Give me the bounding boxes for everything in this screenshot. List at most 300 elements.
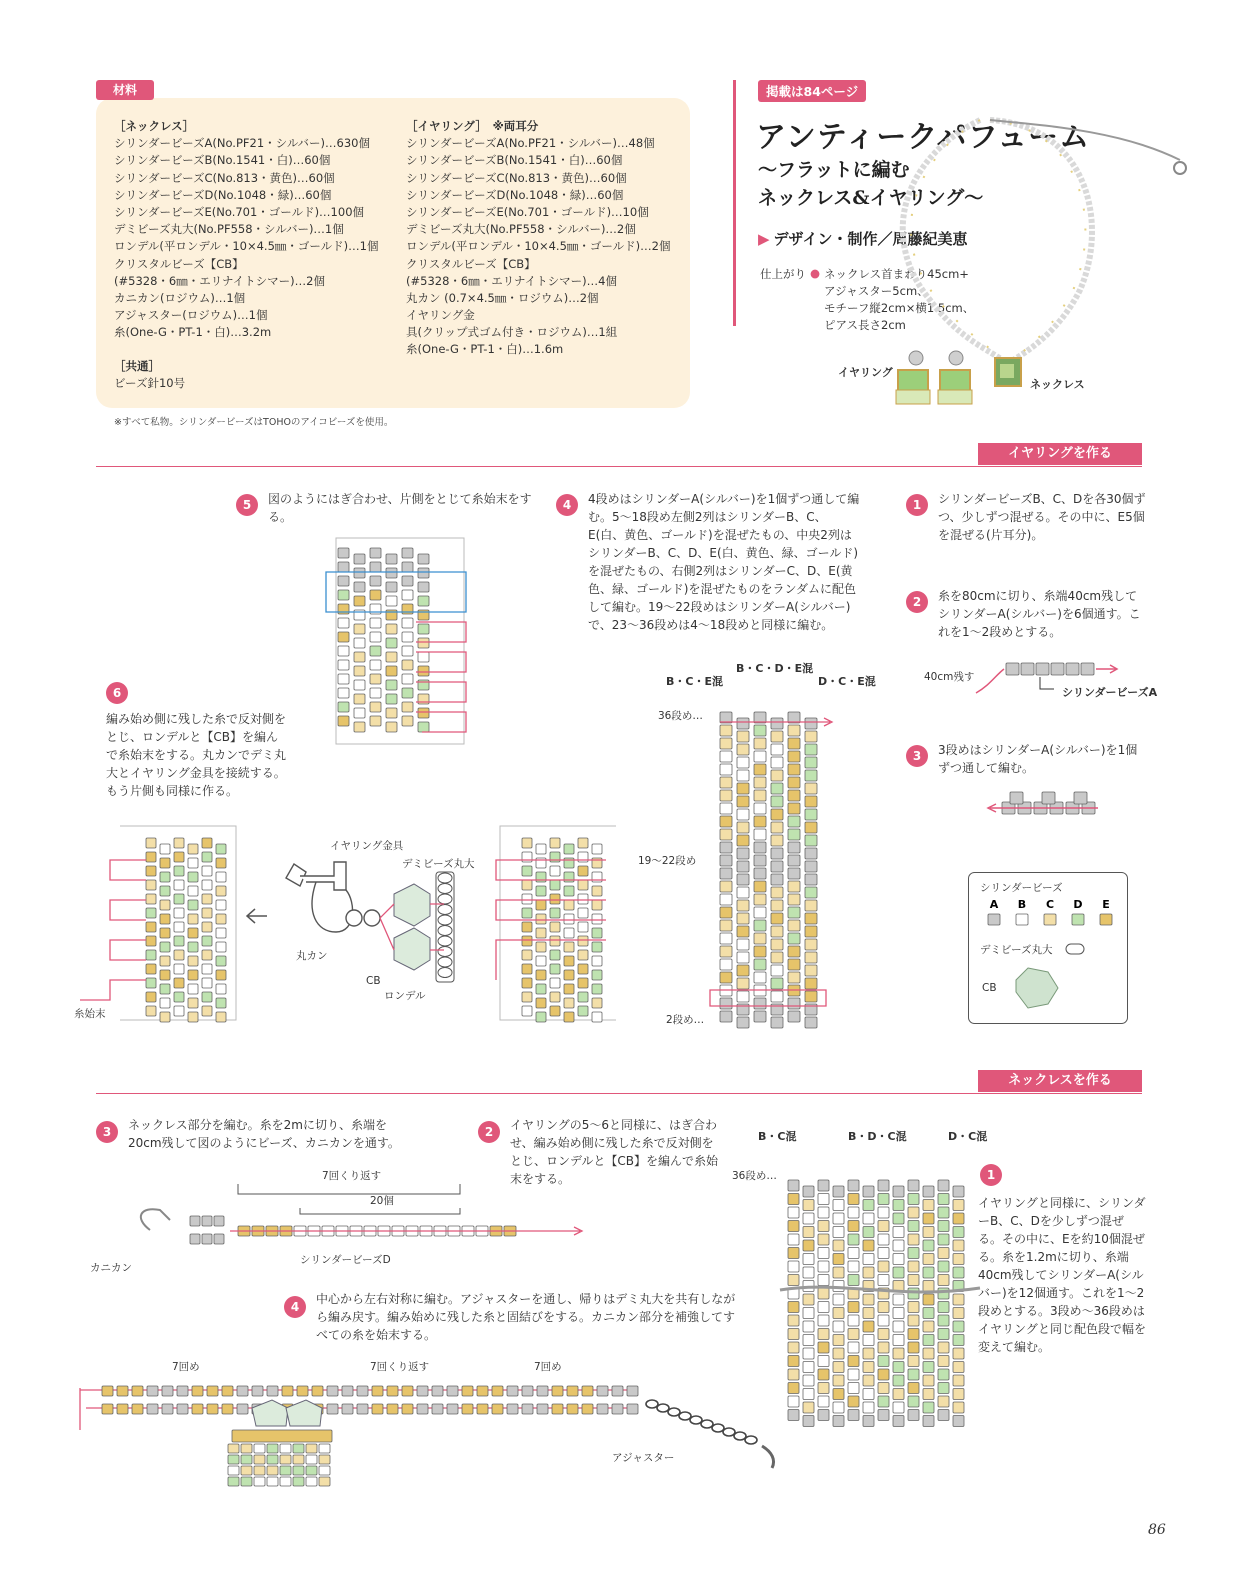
grid-bead: [202, 852, 212, 862]
grid-bead: [953, 1348, 964, 1359]
grid-bead: [833, 1254, 844, 1265]
grid-bead: [863, 1294, 874, 1305]
bead-a: [214, 1234, 224, 1244]
necklace-step-2-text: イヤリングの5〜6と同様に、はぎ合わせ、編み始め側に残した糸で反対側をとじ、ロンデルと【CB】を編んで糸始末をする。: [510, 1118, 719, 1186]
label-40cm-remain: 40cm残す: [924, 671, 975, 683]
grid-bead: [386, 722, 397, 732]
grid-bead: [160, 956, 170, 966]
grid-bead: [370, 646, 381, 656]
bead: [477, 1404, 488, 1414]
grid-bead: [160, 872, 170, 882]
legend-letter: A: [989, 898, 999, 911]
grid-bead: [146, 866, 156, 876]
label-earring-fitting: イヤリング金具: [330, 840, 404, 852]
grid-bead: [893, 1254, 904, 1265]
grid-bead: [370, 716, 381, 726]
grid-bead: [833, 1375, 844, 1386]
bead: [387, 1404, 398, 1414]
common-material-line: ［共通］: [114, 359, 160, 373]
bead: [582, 1386, 593, 1396]
grid-bead: [771, 952, 783, 963]
grid-bead: [805, 835, 817, 846]
earring-section-rule: [96, 466, 1142, 467]
grid-bead: [938, 1275, 949, 1286]
bead: [102, 1404, 113, 1414]
grid-bead: [386, 568, 397, 578]
pendant-bead: [228, 1455, 239, 1464]
grid-bead: [737, 835, 749, 846]
grid-bead: [188, 998, 198, 1008]
materials-note: ※すべて私物。シリンダービーズはTOHOのアイコビーズを使用。: [114, 417, 394, 428]
grid-bead: [953, 1375, 964, 1386]
grid-bead: [754, 816, 766, 827]
grid-bead: [188, 886, 198, 896]
grid-bead: [893, 1402, 904, 1413]
grid-bead: [402, 716, 413, 726]
grid-bead: [788, 1275, 799, 1286]
bead: [522, 1386, 533, 1396]
grid-bead: [160, 942, 170, 952]
grid-bead: [354, 666, 365, 676]
earring-step-3-number: 3: [906, 745, 928, 767]
grid-bead: [953, 1294, 964, 1305]
grid-bead: [564, 956, 574, 966]
grid-bead: [188, 900, 198, 910]
grid-bead: [592, 942, 602, 952]
grid-bead: [202, 992, 212, 1002]
bead: [417, 1404, 428, 1414]
grid-bead: [386, 582, 397, 592]
grid-bead: [818, 1315, 829, 1326]
bead: [162, 1404, 173, 1414]
grid-bead: [536, 914, 546, 924]
necklace-step-2-number: 2: [478, 1121, 500, 1143]
grid-bead: [848, 1396, 859, 1407]
grid-bead: [908, 1248, 919, 1259]
grid-bead: [893, 1294, 904, 1305]
grid-bead: [522, 992, 532, 1002]
grid-bead: [402, 590, 413, 600]
grid-bead: [174, 950, 184, 960]
grid-bead: [908, 1194, 919, 1205]
grid-bead: [788, 725, 800, 736]
bead: [327, 1404, 338, 1414]
earring-section-tag: イヤリングを作る: [978, 443, 1142, 465]
label-repeat-7: 7回くり返す: [322, 1170, 382, 1182]
grid-bead: [818, 1356, 829, 1367]
grid-bead: [402, 674, 413, 684]
grid-bead: [953, 1227, 964, 1238]
grid-bead: [771, 796, 783, 807]
grid-bead: [174, 838, 184, 848]
grid-bead: [788, 1011, 800, 1022]
grid-bead: [720, 946, 732, 957]
bead: [237, 1404, 248, 1414]
grid-bead: [878, 1248, 889, 1259]
legend-swatch: [1016, 914, 1028, 925]
grid-bead: [354, 554, 365, 564]
grid-bead: [202, 950, 212, 960]
grid-bead: [908, 1288, 919, 1299]
pendant-bead: [241, 1455, 252, 1464]
grid-bead: [805, 783, 817, 794]
grid-bead: [771, 770, 783, 781]
grid-bead: [803, 1321, 814, 1332]
grid-bead: [720, 725, 732, 736]
grid-bead: [771, 874, 783, 885]
grid-bead: [754, 998, 766, 1009]
grid-bead: [848, 1221, 859, 1232]
grid-bead: [893, 1375, 904, 1386]
grid-bead: [771, 926, 783, 937]
earring-material-line: クリスタルビーズ【CB】: [406, 256, 536, 271]
step6-left-diagram: [110, 820, 250, 1030]
grid-bead: [923, 1227, 934, 1238]
pendant-bead: [319, 1466, 330, 1475]
legend-swatch: [988, 914, 1000, 925]
grid-bead: [188, 858, 198, 868]
grid-bead: [754, 725, 766, 736]
grid-bead: [863, 1267, 874, 1278]
grid-bead: [536, 928, 546, 938]
grid-bead: [788, 946, 800, 957]
necklace-section-rule: [96, 1093, 1142, 1094]
grid-bead: [174, 880, 184, 890]
pendant-bead: [319, 1444, 330, 1453]
grid-bead: [720, 855, 732, 866]
rondel-segment: [438, 968, 452, 978]
grid-bead: [160, 970, 170, 980]
grid-bead: [536, 998, 546, 1008]
grid-bead: [536, 942, 546, 952]
grid-bead: [754, 829, 766, 840]
grid-bead: [370, 576, 381, 586]
label-bcde: B・C・D・E混: [736, 662, 814, 675]
bead-a: [202, 1216, 212, 1226]
bead: [522, 1404, 533, 1414]
grid-bead: [338, 562, 349, 572]
grid-bead: [216, 886, 226, 896]
grid-bead: [174, 964, 184, 974]
grid-bead: [893, 1416, 904, 1427]
bead: [537, 1386, 548, 1396]
label-cylinder-a: シリンダービーズA: [1062, 686, 1158, 699]
grid-bead: [354, 638, 365, 648]
grid-bead: [402, 548, 413, 558]
grid-bead: [878, 1180, 889, 1191]
grid-bead: [564, 984, 574, 994]
label-bce: B・C・E混: [666, 675, 723, 688]
thread-path: [496, 860, 606, 980]
necklace-row-grid: [780, 1160, 980, 1430]
pendant-bead: [254, 1477, 265, 1486]
adjuster-link: [668, 1408, 680, 1416]
grid-bead: [771, 900, 783, 911]
grid-bead: [216, 956, 226, 966]
grid-bead: [788, 842, 800, 853]
grid-bead: [370, 674, 381, 684]
grid-bead: [788, 959, 800, 970]
pendant-bead: [241, 1466, 252, 1475]
bead: [432, 1404, 443, 1414]
grid-bead: [863, 1308, 874, 1319]
bead: [162, 1386, 173, 1396]
grid-bead: [805, 1017, 817, 1028]
bead: [447, 1386, 458, 1396]
pendant-bead: [228, 1466, 239, 1475]
grid-bead: [550, 950, 560, 960]
grid-bead: [953, 1213, 964, 1224]
bead: [132, 1386, 143, 1396]
grid-bead: [338, 646, 349, 656]
grid-bead: [386, 554, 397, 564]
grid-bead: [160, 858, 170, 868]
step6-right-diagram: [486, 820, 626, 1030]
grid-bead: [338, 576, 349, 586]
grid-bead: [923, 1308, 934, 1319]
earring-material-line: デミビーズ丸大(No.PF558・シルバー)…2個: [406, 222, 636, 237]
grid-bead: [863, 1335, 874, 1346]
grid-bead: [354, 624, 365, 634]
grid-bead: [818, 1234, 829, 1245]
grid-bead: [803, 1294, 814, 1305]
grid-bead: [737, 978, 749, 989]
grid-bead: [788, 1221, 799, 1232]
grid-bead: [522, 964, 532, 974]
grid-bead: [354, 722, 365, 732]
grid-bead: [908, 1356, 919, 1367]
legend-swatch: [1100, 914, 1112, 925]
necklace-material-line: シリンダービーズB(No.1541・白)…60個: [114, 153, 331, 168]
pendant-bead: [280, 1466, 291, 1475]
grid-bead: [863, 1389, 874, 1400]
grid-bead: [923, 1240, 934, 1251]
grid-bead: [338, 688, 349, 698]
grid-bead: [592, 928, 602, 938]
grid-bead: [848, 1207, 859, 1218]
grid-bead: [788, 933, 800, 944]
grid-bead: [202, 894, 212, 904]
grid-bead: [188, 984, 198, 994]
rondel-segment: [438, 926, 452, 936]
earring-step-5-text: 図のようにはぎ合わせ、片側をとじて糸始末をする。: [268, 492, 532, 524]
grid-bead: [720, 959, 732, 970]
grid-bead: [788, 894, 800, 905]
grid-bead: [418, 722, 429, 732]
grid-bead: [174, 936, 184, 946]
grid-bead: [938, 1329, 949, 1340]
grid-bead: [737, 796, 749, 807]
grid-bead: [771, 861, 783, 872]
grid-bead: [754, 751, 766, 762]
clasp: [141, 1209, 170, 1230]
grid-bead: [771, 731, 783, 742]
grid-bead: [737, 874, 749, 885]
grid-bead: [202, 1006, 212, 1016]
bead: [327, 1386, 338, 1396]
grid-bead: [818, 1248, 829, 1259]
adjuster-link: [701, 1420, 713, 1428]
grid-bead: [550, 992, 560, 1002]
grid-bead: [418, 624, 429, 634]
grid-bead: [720, 816, 732, 827]
necklace-material-line: 糸(One-G・PT-1・白)…3.2m: [114, 325, 272, 340]
grid-bead: [418, 568, 429, 578]
grid-bead: [578, 838, 588, 848]
pendant-bead: [306, 1444, 317, 1453]
grid-bead: [803, 1348, 814, 1359]
bead: [567, 1404, 578, 1414]
grid-bead: [938, 1288, 949, 1299]
grid-bead: [188, 872, 198, 882]
label-row-19-22: 19〜22段め: [638, 855, 697, 867]
grid-bead: [818, 1288, 829, 1299]
bead: [207, 1386, 218, 1396]
grid-bead: [754, 868, 766, 879]
grid-bead: [788, 972, 800, 983]
grid-bead: [863, 1402, 874, 1413]
grid-bead: [338, 590, 349, 600]
grid-bead: [833, 1389, 844, 1400]
earring-step-3-text: 3段めはシリンダーA(シルバー)を1個ずつ通して編む。: [938, 743, 1138, 775]
grid-bead: [720, 842, 732, 853]
grid-bead: [938, 1383, 949, 1394]
grid-bead: [923, 1294, 934, 1305]
bead: [387, 1386, 398, 1396]
grid-bead: [754, 959, 766, 970]
grid-bead: [522, 950, 532, 960]
grid-bead: [788, 1248, 799, 1259]
grid-bead: [923, 1281, 934, 1292]
grid-bead: [938, 1234, 949, 1245]
earring-material-line: ［イヤリング］ ※両耳分: [406, 119, 539, 133]
grid-bead: [848, 1342, 859, 1353]
label-demi-bead: デミビーズ丸大: [402, 858, 475, 870]
bead: [342, 1386, 353, 1396]
bead: [207, 1404, 218, 1414]
label-cb: CB: [366, 975, 381, 987]
grid-bead: [938, 1221, 949, 1232]
pendant-bead: [280, 1477, 291, 1486]
grid-bead: [564, 886, 574, 896]
grid-bead: [737, 913, 749, 924]
grid-bead: [923, 1389, 934, 1400]
grid-bead: [578, 978, 588, 988]
grid-bead: [771, 757, 783, 768]
legend-swatch: [1072, 914, 1084, 925]
earring-material-line: ロンデル(平ロンデル・10×4.5㎜・ゴールド)…2個: [406, 239, 671, 254]
grid-bead: [893, 1362, 904, 1373]
bead: [342, 1404, 353, 1414]
grid-bead: [174, 866, 184, 876]
grid-bead: [923, 1335, 934, 1346]
grid-bead: [771, 1017, 783, 1028]
grid-bead: [754, 907, 766, 918]
header-divider: [733, 80, 736, 326]
grid-bead: [146, 922, 156, 932]
bead-a: [1010, 792, 1023, 804]
grid-bead: [418, 652, 429, 662]
bead: [177, 1386, 188, 1396]
grid-bead: [202, 908, 212, 918]
necklace-materials-list: [114, 118, 378, 341]
pendant-bead: [319, 1477, 330, 1486]
grid-bead: [908, 1369, 919, 1380]
bead-a: [190, 1234, 200, 1244]
bead: [597, 1386, 608, 1396]
grid-bead: [788, 790, 800, 801]
grid-bead: [771, 835, 783, 846]
grid-bead: [418, 596, 429, 606]
label-20-beads: 20個: [370, 1195, 394, 1207]
bracket: [238, 1184, 460, 1194]
grid-bead: [805, 939, 817, 950]
grid-bead: [754, 920, 766, 931]
grid-bead: [216, 914, 226, 924]
grid-bead: [863, 1200, 874, 1211]
grid-bead: [536, 900, 546, 910]
pendant-bead: [267, 1444, 278, 1453]
grid-bead: [338, 632, 349, 642]
grid-bead: [578, 908, 588, 918]
grid-bead: [938, 1356, 949, 1367]
grid-bead: [878, 1369, 889, 1380]
finish-line: ピアス長さ2cm: [824, 318, 906, 332]
grid-bead: [202, 922, 212, 932]
grid-bead: [863, 1186, 874, 1197]
pendant-bead: [228, 1477, 239, 1486]
grid-bead: [174, 978, 184, 988]
grid-bead: [953, 1254, 964, 1265]
grid-bead: [160, 984, 170, 994]
step5-diagram: [326, 532, 476, 756]
grid-bead: [878, 1194, 889, 1205]
legend-demi: デミビーズ丸大: [980, 944, 1053, 956]
bead-a: [1066, 663, 1079, 675]
grid-bead: [848, 1315, 859, 1326]
legend-title: シリンダービーズ: [980, 882, 1063, 894]
grid-bead: [788, 855, 800, 866]
bead: [132, 1404, 143, 1414]
grid-bead: [908, 1342, 919, 1353]
grid-bead: [938, 1410, 949, 1421]
earring-material-line: 糸(One-G・PT-1・白)…1.6m: [406, 342, 564, 357]
grid-bead: [908, 1329, 919, 1340]
grid-bead: [818, 1207, 829, 1218]
bead: [402, 1404, 413, 1414]
grid-bead: [908, 1207, 919, 1218]
grid-bead: [720, 907, 732, 918]
earring-material-line: シリンダービーズE(No.701・ゴールド)…10個: [406, 204, 649, 219]
grid-bead: [788, 1234, 799, 1245]
grid-bead: [833, 1186, 844, 1197]
grid-bead: [354, 596, 365, 606]
grid-bead: [720, 790, 732, 801]
grid-bead: [923, 1254, 934, 1265]
grid-bead: [788, 712, 800, 723]
necklace-step4-diagram: [72, 1360, 792, 1490]
grid-bead: [592, 844, 602, 854]
grid-bead: [788, 920, 800, 931]
grid-bead: [754, 777, 766, 788]
grid-bead: [550, 936, 560, 946]
bead: [582, 1404, 593, 1414]
grid-bead: [160, 900, 170, 910]
bead-a: [190, 1216, 200, 1226]
necklace-step-1-text: イヤリングと同様に、シリンダーB、C、Dを少しずつ混ぜる。その中に、Eを約10個混ぜる。糸を1.2mに切り、糸端40cm残してシリンダーA(シルバー)を12個通す。これを1〜2段めとする。3段め〜36段めはイヤリングと同じ配色段で幅を変えて編む。: [978, 1196, 1147, 1354]
grid-bead: [338, 618, 349, 628]
grid-bead: [863, 1348, 874, 1359]
